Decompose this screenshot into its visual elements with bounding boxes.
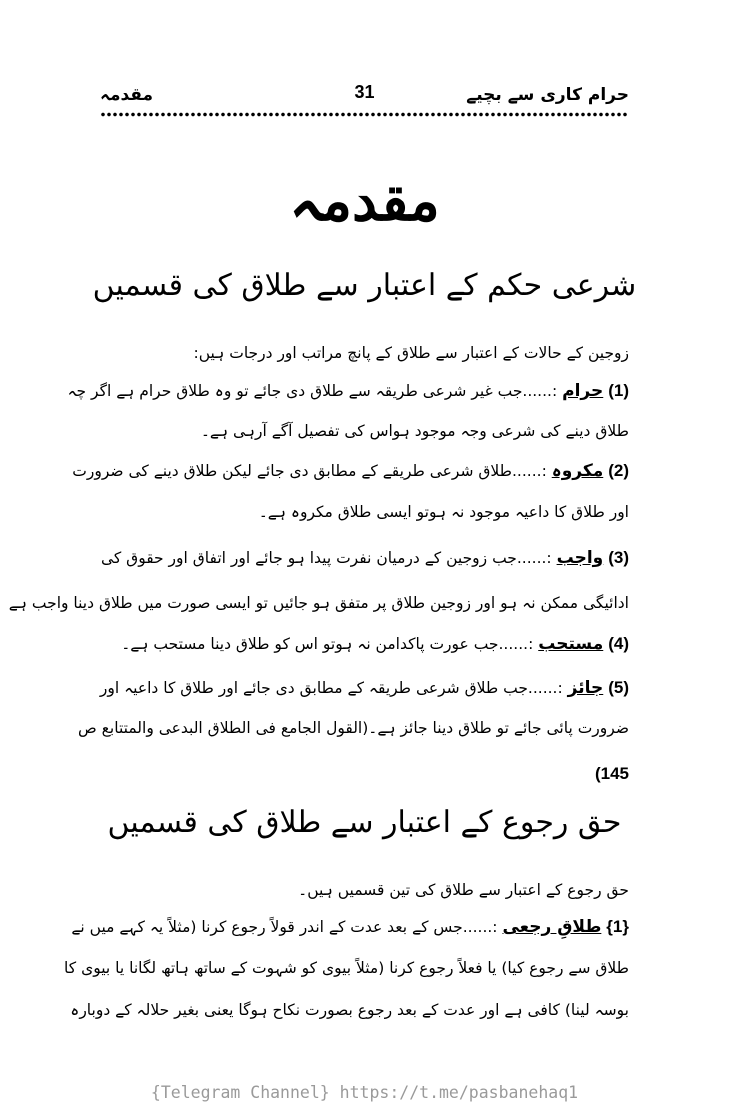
item-continuation: بوسہ لینا) کافی ہے اور عدت کے بعد رجوع بصورت نکاح ہوگا یعنی بغیر حلالہ کے دوبارہ bbox=[70, 1001, 629, 1019]
header-chapter-title: مقدمہ bbox=[100, 85, 154, 105]
item-text: :......جب غیر شرعی طریقہ سے طلاق دی جائے تو وہ طلاق حرام ہے اگر چہ bbox=[67, 382, 558, 400]
item-continuation: اور طلاق کا داعیہ موجود نہ ہوتو ایسی طلاق مکروہ ہے۔ bbox=[258, 503, 629, 521]
item-text: :......جب زوجین کے درمیان نفرت پیدا ہو جائے اور اتفاق اور حقوق کی bbox=[100, 549, 552, 567]
header-book-title: حرام کاری سے بچیے bbox=[466, 85, 629, 105]
list-item-talaq-rajii bbox=[71, 917, 629, 937]
reference-page bbox=[100, 764, 629, 784]
item-number: {1} bbox=[606, 917, 629, 936]
section-heading-haq-ruju: حق رجوع کے اعتبار سے طلاق کی قسمیں bbox=[107, 805, 622, 840]
item-label: مستحب bbox=[538, 634, 604, 654]
item-number: (3) bbox=[608, 548, 629, 567]
item-continuation: ادائیگی ممکن نہ ہو اور زوجین طلاق پر متفق ہو جائیں تو ایسی صورت میں طلاق دینا واجب ہے bbox=[8, 594, 629, 612]
item-continuation: طلاق دینے کی شرعی وجہ موجود ہواس کی تفصیل آگے آرہی ہے۔ bbox=[200, 422, 629, 440]
header-dotted-rule bbox=[100, 111, 629, 118]
item-text: :......جب عورت پاکدامن نہ ہوتو اس کو طلاق دینا مستحب ہے۔ bbox=[121, 635, 534, 653]
telegram-watermark: {Telegram Channel} https://t.me/pasbanehaq1 bbox=[150, 1083, 579, 1102]
item-label: مکروہ bbox=[551, 461, 604, 481]
list-item-wajib bbox=[100, 548, 629, 568]
chapter-title: مقدمہ bbox=[289, 168, 440, 234]
item-number: (5) bbox=[608, 678, 629, 697]
list-item-mustahab bbox=[100, 634, 629, 654]
item-continuation: ضرورت پائی جائے تو طلاق دینا جائز ہے۔(القول الجامع فی الطلاق البدعی والمتتابع ص bbox=[78, 719, 629, 737]
item-text: :......جب طلاق شرعی طریقہ کے مطابق دی جائے اور طلاق کا داعیہ اور bbox=[99, 679, 563, 697]
section-heading-shari-hukm: شرعی حکم کے اعتبار سے طلاق کی قسمیں bbox=[92, 268, 637, 303]
reference-number: 145) bbox=[594, 764, 629, 783]
item-continuation: طلاق سے رجوع کیا) یا فعلاً رجوع کرنا (مثلاً بیوی کو شہوت کے ساتھ ہاتھ لگانا یا بیوی کا bbox=[64, 959, 629, 977]
item-number: (1) bbox=[608, 381, 629, 400]
item-text: :......طلاق شرعی طریقے کے مطابق دی جائے لیکن طلاق دینے کی ضرورت bbox=[72, 462, 547, 480]
item-number: (4) bbox=[608, 634, 629, 653]
section1-intro: زوجین کے حالات کے اعتبار سے طلاق کے پانچ مراتب اور درجات ہیں: bbox=[193, 344, 629, 362]
item-text: :......جس کے بعد عدت کے اندر قولاً رجوع کرنا (مثلاً یہ کہے میں نے bbox=[71, 918, 498, 936]
list-item-haram bbox=[67, 381, 629, 401]
list-item-makruh bbox=[72, 461, 629, 481]
item-label: جائز bbox=[567, 678, 604, 698]
item-number: (2) bbox=[608, 461, 629, 480]
list-item-jaiz bbox=[100, 678, 629, 698]
item-label: واجب bbox=[556, 548, 604, 568]
item-label: طلاقِ رجعی bbox=[502, 917, 602, 937]
section2-intro: حق رجوع کے اعتبار سے طلاق کی تین قسمیں ہیں۔ bbox=[298, 881, 629, 899]
item-label: حرام bbox=[562, 381, 604, 401]
page-number: 31 bbox=[354, 82, 375, 102]
